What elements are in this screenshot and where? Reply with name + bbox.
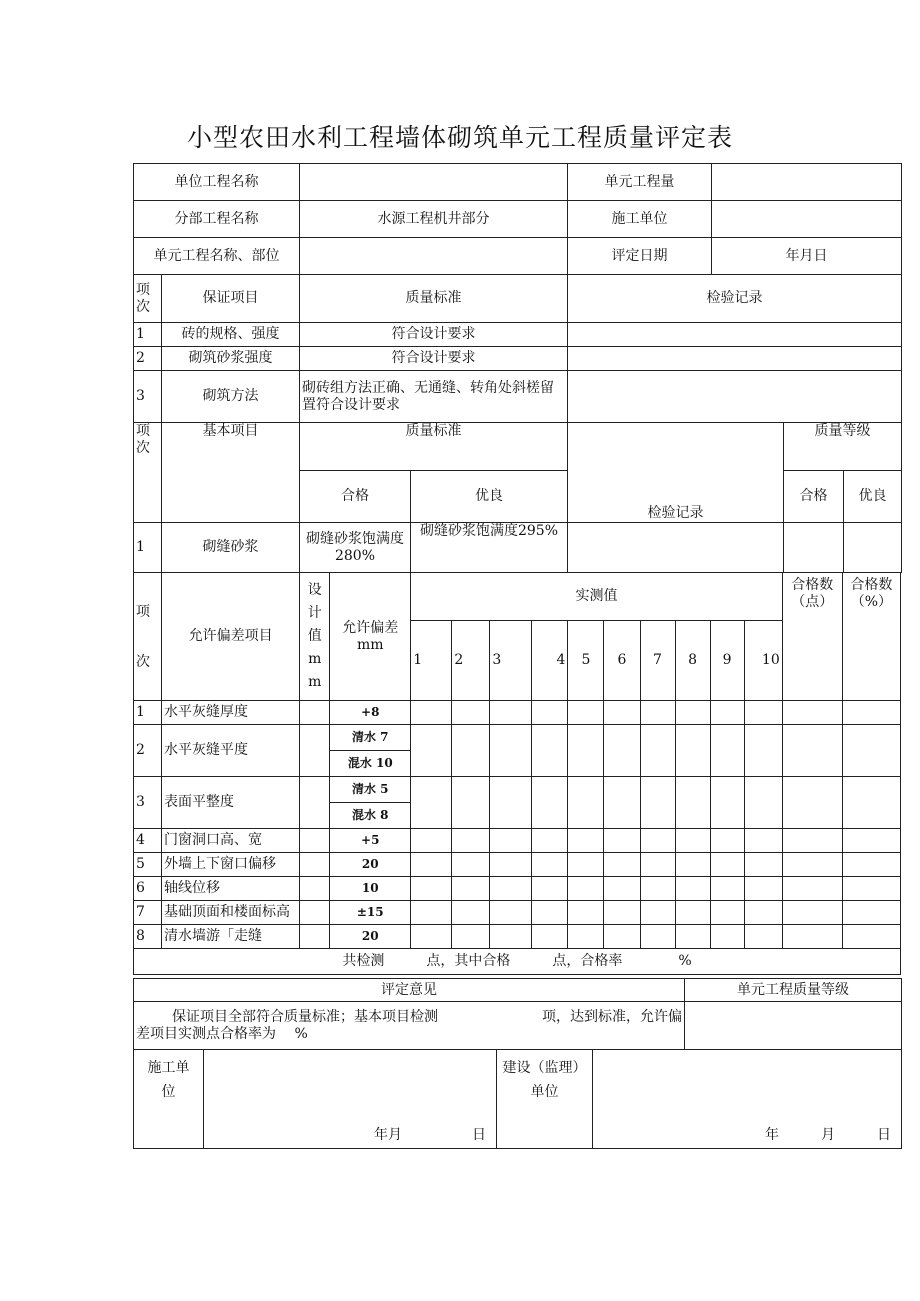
deviation-col-no	[134, 573, 162, 701]
deviation-row-allow: +5	[330, 829, 411, 853]
guarantee-row-no: 1	[134, 323, 162, 347]
element-name-field[interactable]	[300, 238, 568, 275]
header-table	[133, 163, 902, 275]
measured-value-cell[interactable]	[452, 777, 490, 829]
basic-row-grade-pass[interactable]	[784, 523, 844, 573]
measure-number: 5	[568, 621, 604, 701]
basic-row-pass: 砌缝砂浆饱满度280%	[300, 523, 411, 573]
measured-value-cell[interactable]	[604, 853, 640, 877]
basic-col-excellent: 优良	[411, 471, 568, 523]
measured-value-cell[interactable]	[710, 877, 744, 901]
guarantee-row-item: 砖的规格、强度	[162, 323, 300, 347]
basic-col-grade-pass: 合格	[784, 471, 844, 523]
measure-number: 4	[532, 621, 568, 701]
opinion-line1-a: 保证项目全部符合质量标准；基本项目检测	[172, 1008, 438, 1025]
deviation-row-allow: 清水 5	[330, 777, 411, 803]
sub-project-name-field[interactable]: 水源工程机井部分	[300, 201, 568, 238]
guarantee-row-no: 3	[134, 371, 162, 423]
measured-value-cell[interactable]	[568, 777, 604, 829]
deviation-row-design[interactable]	[300, 829, 330, 853]
measured-value-cell[interactable]	[744, 725, 782, 777]
deviation-col-measured: 实测值	[411, 573, 782, 621]
opinion-label: 评定意见	[134, 979, 685, 1002]
construction-unit-label: 施工单位	[568, 201, 712, 238]
deviation-row-design[interactable]	[300, 901, 330, 925]
measured-value-cell[interactable]	[744, 777, 782, 829]
guarantee-table	[133, 274, 902, 423]
pass-rate-cell[interactable]	[842, 777, 900, 829]
basic-col-pass: 合格	[300, 471, 411, 523]
deviation-summary: 共检测 点，其中合格 点，合格率 %	[134, 949, 901, 975]
deviation-row-item: 门窗洞口高、宽	[162, 829, 300, 853]
measured-value-cell[interactable]	[744, 901, 782, 925]
eval-date-field[interactable]: 年月日	[712, 238, 902, 275]
deviation-row-item: 水平灰缝平度	[162, 725, 300, 777]
measured-value-cell[interactable]	[532, 829, 568, 853]
measured-value-cell[interactable]	[710, 701, 744, 725]
measured-value-cell[interactable]	[452, 701, 490, 725]
measured-value-cell[interactable]	[568, 877, 604, 901]
deviation-row-no: 8	[134, 925, 162, 949]
deviation-row	[134, 777, 901, 803]
measured-value-cell[interactable]	[744, 701, 782, 725]
deviation-row-allow: +8	[330, 701, 411, 725]
deviation-row-design[interactable]	[300, 877, 330, 901]
measured-value-cell[interactable]	[411, 877, 452, 901]
deviation-row-item: 外墙上下窗口偏移	[162, 853, 300, 877]
basic-col-standard: 质量标准	[300, 423, 568, 471]
pass-rate-cell[interactable]	[842, 829, 900, 853]
measured-value-cell[interactable]	[710, 853, 744, 877]
guarantee-row-standard: 符合设计要求	[300, 347, 568, 371]
measured-value-cell[interactable]	[675, 925, 710, 949]
measured-value-cell[interactable]	[640, 925, 675, 949]
guarantee-row-standard: 符合设计要求	[300, 323, 568, 347]
construction-unit-label: 施工单位	[134, 1050, 204, 1149]
guarantee-row-no: 2	[134, 347, 162, 371]
deviation-row-design[interactable]	[300, 777, 330, 829]
deviation-row-no: 6	[134, 877, 162, 901]
guarantee-col-no: 项次	[134, 275, 162, 323]
measured-value-cell[interactable]	[568, 925, 604, 949]
measured-value-cell[interactable]	[532, 777, 568, 829]
measured-value-cell[interactable]	[452, 725, 490, 777]
measured-value-cell[interactable]	[744, 925, 782, 949]
deviation-col-design: 设计值mm	[300, 573, 330, 701]
deviation-row-no: 4	[134, 829, 162, 853]
deviation-row-item: 基础顶面和楼面标高	[162, 901, 300, 925]
measured-value-cell[interactable]	[490, 877, 532, 901]
measured-value-cell[interactable]	[452, 829, 490, 853]
construction-unit-field[interactable]	[712, 201, 902, 238]
guarantee-row-standard: 砌砖组方法正确、无通缝、转角处斜槎留置符合设计要求	[300, 371, 568, 423]
pass-rate-cell[interactable]	[842, 853, 900, 877]
measured-value-cell[interactable]	[675, 777, 710, 829]
sub-project-name-label: 分部工程名称	[134, 201, 300, 238]
measured-value-cell[interactable]	[604, 901, 640, 925]
owner-unit-label: 建设（监理）单位	[497, 1050, 593, 1149]
measured-value-cell[interactable]	[675, 829, 710, 853]
measured-value-cell[interactable]	[604, 925, 640, 949]
measured-value-cell[interactable]	[411, 925, 452, 949]
measure-number: 8	[675, 621, 710, 701]
deviation-row-design[interactable]	[300, 725, 330, 777]
deviation-row	[134, 925, 901, 949]
deviation-row-allow: 清水 7	[330, 725, 411, 751]
deviation-col-item: 允许偏差项目	[162, 573, 300, 701]
measured-value-cell[interactable]	[411, 701, 452, 725]
basic-row-excellent: 砌缝砂浆饱满度295%	[411, 523, 568, 573]
guarantee-col-record: 检验记录	[568, 275, 902, 323]
deviation-row-allow: 20	[330, 853, 411, 877]
guarantee-col-standard: 质量标准	[300, 275, 568, 323]
deviation-row-no: 3	[134, 777, 162, 829]
basic-col-record: 检验记录	[568, 423, 784, 523]
deviation-row	[134, 725, 901, 751]
deviation-row-design[interactable]	[300, 701, 330, 725]
measured-value-cell[interactable]	[490, 901, 532, 925]
measured-value-cell[interactable]	[640, 777, 675, 829]
deviation-col-pass-count: 合格数（点）	[782, 573, 842, 701]
measured-value-cell[interactable]	[490, 829, 532, 853]
measured-value-cell[interactable]	[604, 777, 640, 829]
measured-value-cell[interactable]	[452, 925, 490, 949]
measured-value-cell[interactable]	[675, 853, 710, 877]
measured-value-cell[interactable]	[490, 725, 532, 777]
measured-value-cell[interactable]	[532, 877, 568, 901]
guarantee-row-item: 砌筑方法	[162, 371, 300, 423]
deviation-row-design[interactable]	[300, 853, 330, 877]
measured-value-cell[interactable]	[675, 877, 710, 901]
deviation-row-item: 清水墙游「走缝	[162, 925, 300, 949]
guarantee-row-record[interactable]	[568, 347, 902, 371]
deviation-row	[134, 853, 901, 877]
measured-value-cell[interactable]	[532, 901, 568, 925]
measured-value-cell[interactable]	[640, 877, 675, 901]
signature-table	[133, 1049, 902, 1149]
evaluation-table	[133, 978, 902, 1050]
measured-value-cell[interactable]	[604, 877, 640, 901]
guarantee-row-item: 砌筑砂浆强度	[162, 347, 300, 371]
measure-number: 7	[640, 621, 675, 701]
measured-value-cell[interactable]	[640, 829, 675, 853]
deviation-row-no: 5	[134, 853, 162, 877]
unit-project-name-label: 单位工程名称	[134, 164, 300, 201]
deviation-row-item: 水平灰缝厚度	[162, 701, 300, 725]
measured-value-cell[interactable]	[411, 901, 452, 925]
measured-value-cell[interactable]	[490, 925, 532, 949]
owner-sign-date[interactable]: 年 月 日	[593, 1050, 902, 1149]
pass-count-cell[interactable]	[782, 901, 842, 925]
pass-count-cell[interactable]	[782, 701, 842, 725]
deviation-row	[134, 701, 901, 725]
measured-value-cell[interactable]	[640, 701, 675, 725]
deviation-row-item: 轴线位移	[162, 877, 300, 901]
measured-value-cell[interactable]	[640, 725, 675, 777]
pass-rate-cell[interactable]	[842, 725, 900, 777]
measured-value-cell[interactable]	[411, 853, 452, 877]
basic-col-grade-excellent: 优良	[844, 471, 902, 523]
basic-col-no: 项次	[134, 423, 162, 523]
deviation-row	[134, 877, 901, 901]
measure-number: 9	[710, 621, 744, 701]
pass-count-cell[interactable]	[782, 925, 842, 949]
guarantee-col-item: 保证项目	[162, 275, 300, 323]
opinion-line2: 差项目实测点合格率为 %	[136, 1025, 308, 1042]
measured-value-cell[interactable]	[710, 901, 744, 925]
basic-row-no: 1	[134, 523, 162, 573]
eval-date-label: 评定日期	[568, 238, 712, 275]
page-title: 小型农田水利工程墙体砌筑单元工程质量评定表	[186, 123, 733, 152]
measure-number: 10	[744, 621, 782, 701]
basic-row-record[interactable]	[568, 523, 784, 573]
deviation-row-design[interactable]	[300, 925, 330, 949]
measured-value-cell[interactable]	[490, 853, 532, 877]
deviation-row	[134, 901, 901, 925]
measured-value-cell[interactable]	[568, 701, 604, 725]
measured-value-cell[interactable]	[744, 829, 782, 853]
pass-rate-cell[interactable]	[842, 925, 900, 949]
measure-number: 6	[604, 621, 640, 701]
measured-value-cell[interactable]	[452, 877, 490, 901]
grade-label: 单元工程质量等级	[685, 979, 902, 1002]
measured-value-cell[interactable]	[604, 725, 640, 777]
measured-value-cell[interactable]	[568, 901, 604, 925]
measured-value-cell[interactable]	[490, 701, 532, 725]
deviation-row-allow: 10	[330, 877, 411, 901]
deviation-body	[134, 701, 901, 949]
deviation-col-no-top: 项	[136, 603, 150, 620]
measured-value-cell[interactable]	[675, 725, 710, 777]
basic-row-item: 砌缝砂浆	[162, 523, 300, 573]
measure-number: 2	[452, 621, 490, 701]
deviation-row-no: 2	[134, 725, 162, 777]
deviation-table	[133, 572, 901, 975]
measured-value-cell[interactable]	[411, 777, 452, 829]
guarantee-row-record[interactable]	[568, 323, 902, 347]
measured-value-cell[interactable]	[532, 701, 568, 725]
measured-value-cell[interactable]	[604, 829, 640, 853]
pass-count-cell[interactable]	[782, 777, 842, 829]
deviation-row-no: 7	[134, 901, 162, 925]
deviation-row	[134, 829, 901, 853]
pass-count-cell[interactable]	[782, 829, 842, 853]
measured-value-cell[interactable]	[744, 853, 782, 877]
measured-value-cell[interactable]	[568, 725, 604, 777]
measured-value-cell[interactable]	[710, 829, 744, 853]
measured-value-cell[interactable]	[411, 829, 452, 853]
measured-value-cell[interactable]	[710, 725, 744, 777]
measured-value-cell[interactable]	[640, 853, 675, 877]
deviation-col-no-bottom: 次	[136, 653, 150, 670]
basic-table	[133, 422, 902, 573]
pass-rate-cell[interactable]	[842, 701, 900, 725]
measured-value-cell[interactable]	[452, 901, 490, 925]
measured-value-cell[interactable]	[532, 853, 568, 877]
measured-value-cell[interactable]	[568, 853, 604, 877]
measure-number: 1	[411, 621, 452, 701]
opinion-line1-b: 项，达到标准，允许偏	[542, 1008, 682, 1025]
measured-value-cell[interactable]	[532, 925, 568, 949]
measured-value-cell[interactable]	[532, 725, 568, 777]
element-name-label: 单元工程名称、部位	[134, 238, 300, 275]
deviation-row-allow: ±15	[330, 901, 411, 925]
basic-col-item: 基本项目	[162, 423, 300, 523]
deviation-col-pass-rate: 合格数（%）	[842, 573, 900, 701]
pass-rate-cell[interactable]	[842, 901, 900, 925]
deviation-row-allow: 混水 8	[330, 803, 411, 829]
measured-value-cell[interactable]	[604, 701, 640, 725]
deviation-row-allow: 混水 10	[330, 751, 411, 777]
deviation-row-no: 1	[134, 701, 162, 725]
deviation-row-allow: 20	[330, 925, 411, 949]
measured-value-cell[interactable]	[452, 853, 490, 877]
measured-value-cell[interactable]	[411, 725, 452, 777]
basic-row-grade-excellent[interactable]	[844, 523, 902, 573]
measured-value-cell[interactable]	[710, 777, 744, 829]
element-quantity-field[interactable]	[712, 164, 902, 201]
measured-value-cell[interactable]	[490, 777, 532, 829]
pass-count-cell[interactable]	[782, 853, 842, 877]
measured-value-cell[interactable]	[675, 901, 710, 925]
construction-sign-date[interactable]: 年月 日	[204, 1050, 497, 1149]
measured-value-cell[interactable]	[744, 877, 782, 901]
measured-value-cell[interactable]	[568, 829, 604, 853]
measured-value-cell[interactable]	[640, 901, 675, 925]
deviation-row-item: 表面平整度	[162, 777, 300, 829]
basic-col-grade: 质量等级	[784, 423, 902, 471]
element-quantity-label: 单元工程量	[568, 164, 712, 201]
pass-rate-cell[interactable]	[842, 877, 900, 901]
grade-field[interactable]	[685, 1002, 902, 1050]
pass-count-cell[interactable]	[782, 877, 842, 901]
deviation-col-allow: 允许偏差mm	[330, 573, 411, 701]
unit-project-name-field[interactable]	[300, 164, 568, 201]
opinion-text	[134, 1002, 685, 1050]
guarantee-row-record[interactable]	[568, 371, 902, 423]
pass-count-cell[interactable]	[782, 725, 842, 777]
measured-value-cell[interactable]	[675, 701, 710, 725]
measure-number: 3	[490, 621, 532, 701]
measured-value-cell[interactable]	[710, 925, 744, 949]
